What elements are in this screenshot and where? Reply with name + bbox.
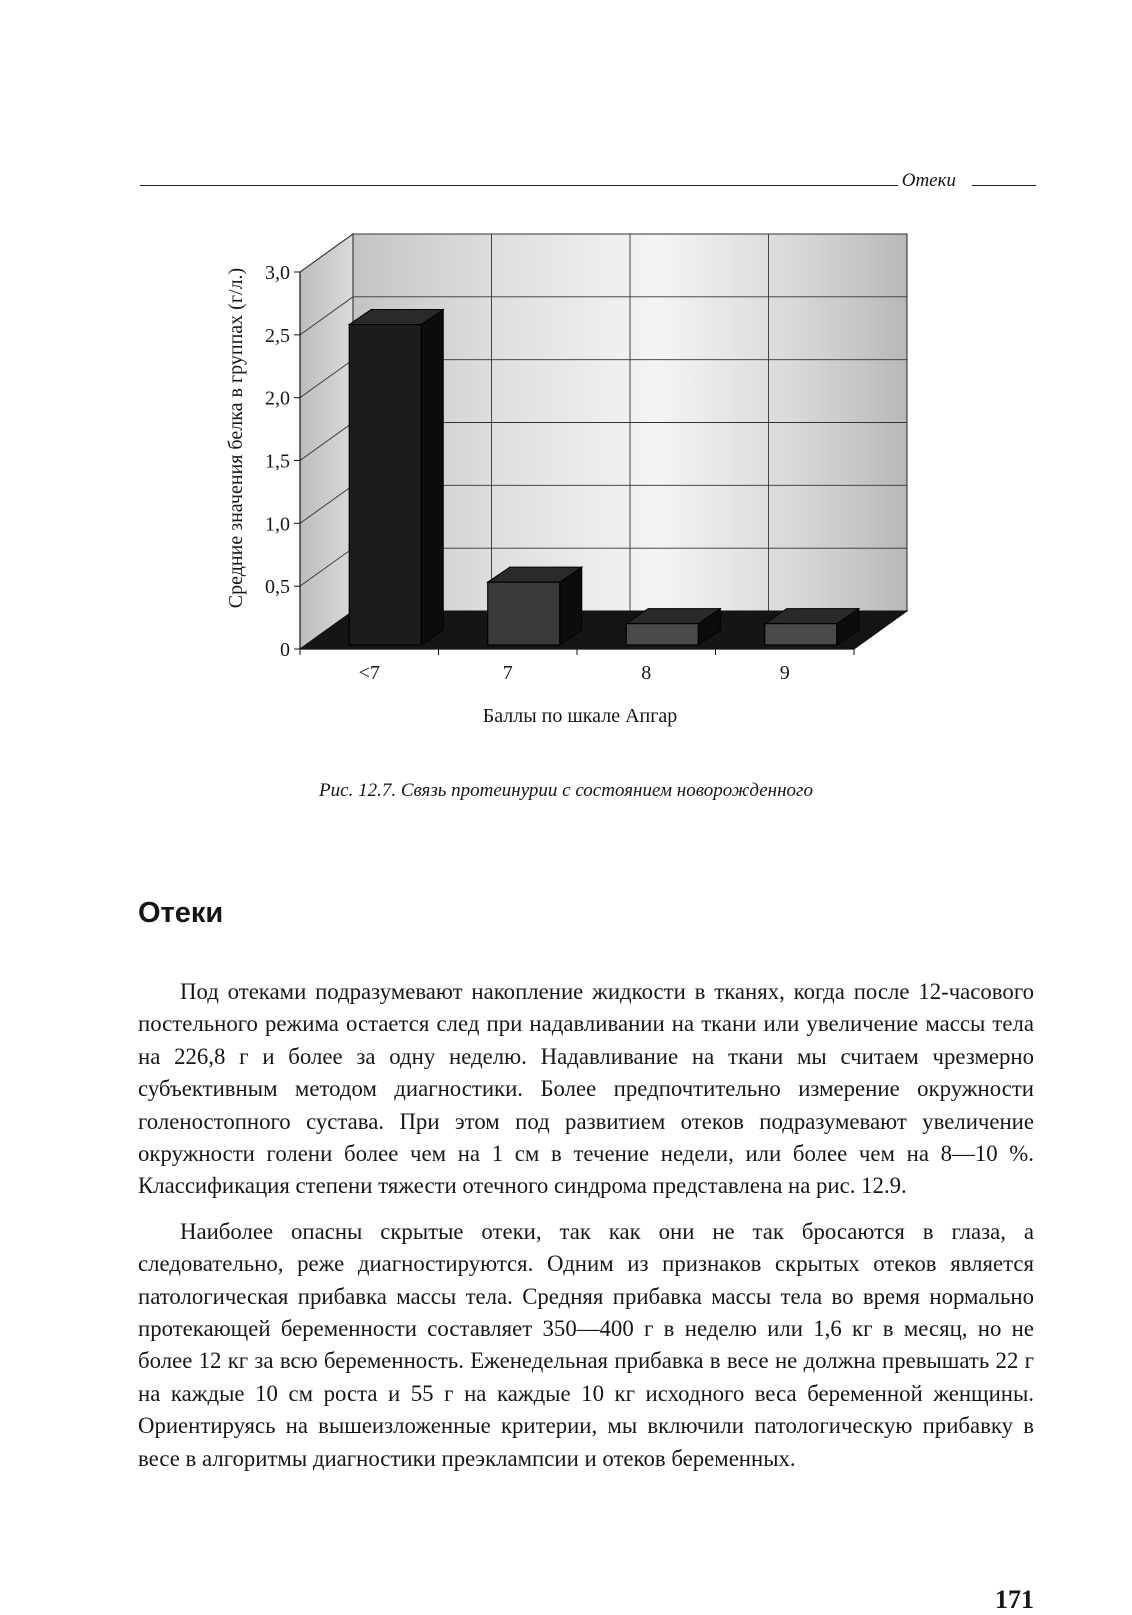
y-tick-label: 2,0 <box>265 387 290 410</box>
x-tick-label: 8 <box>641 662 652 684</box>
paragraph: Под отеками подразумевают накопление жидкости в тканях, когда после 12-часового постельного режима остается след при надавливании на ткани или увеличение массы тела на 226,8 г и более за одну неделю. Надавливание на ткани мы считаем чрезмерно субъективным методом диагностики. Более предпочтительно измерение окружности голеностопного сустава. При этом под развитием отеков подразумевают увеличение окружности голени более чем на 1 см в течение недели, или более чем на 8—10 %. Классификация степени тяжести отечного синдрома представлена на рис. 12.9. <box>138 979 1034 1199</box>
bar-chart-3d <box>210 226 970 746</box>
body-text <box>138 976 1034 1488</box>
x-tick-label: 7 <box>502 662 513 684</box>
y-tick-label: 1,5 <box>265 450 290 473</box>
y-tick-label: 2,5 <box>265 324 290 347</box>
y-tick-label: 0 <box>280 639 290 661</box>
section-title: Отеки <box>138 897 224 929</box>
bar <box>349 325 421 645</box>
bar-side <box>421 310 443 645</box>
running-head-title: Отеки <box>901 170 956 191</box>
bar <box>626 624 698 645</box>
bar <box>765 624 837 645</box>
header-rule-right <box>972 185 1036 186</box>
x-tick-label: <7 <box>358 662 380 684</box>
figure-caption: Рис. 12.7. Связь протеинурии с состоянием новорожденного <box>319 780 813 801</box>
running-head <box>140 166 1036 190</box>
page-number: 171 <box>995 1585 1034 1614</box>
x-tick-label: 9 <box>779 662 790 684</box>
y-tick-label: 3,0 <box>265 262 290 284</box>
y-tick-label: 1,0 <box>265 513 290 536</box>
x-axis-title: Баллы по шкале Апгар <box>482 705 678 727</box>
bar <box>488 582 560 645</box>
header-rule-left <box>140 185 898 186</box>
figure-apgar-proteinuria <box>210 226 970 746</box>
y-tick-label: 0,5 <box>265 576 290 599</box>
y-axis-title: Средние значения белка в группах (г/л.) <box>225 267 247 609</box>
paragraph: Наиболее опасны скрытые отеки, так как они не так бросаются в глаза, а следовательно, реже диагностируются. Одним из признаков скрытых отеков является патологическая прибавка массы тела. Средняя прибавка массы тела во время нормально протекающей беременности составляет 350—400 г в неделю или 1,6 кг в месяц, но не более 12 кг за всю беременность. Еженедельная прибавка в весе не должна превышать 22 г на каждые 10 см роста и 55 г на каждые 10 кг исходного веса беременной женщины. Ориентируясь на вышеизложенные критерии, мы включили патологическую прибавку в весе в алгоритмы диагностики преэклампсии и отеков беременных. <box>138 1218 1034 1471</box>
